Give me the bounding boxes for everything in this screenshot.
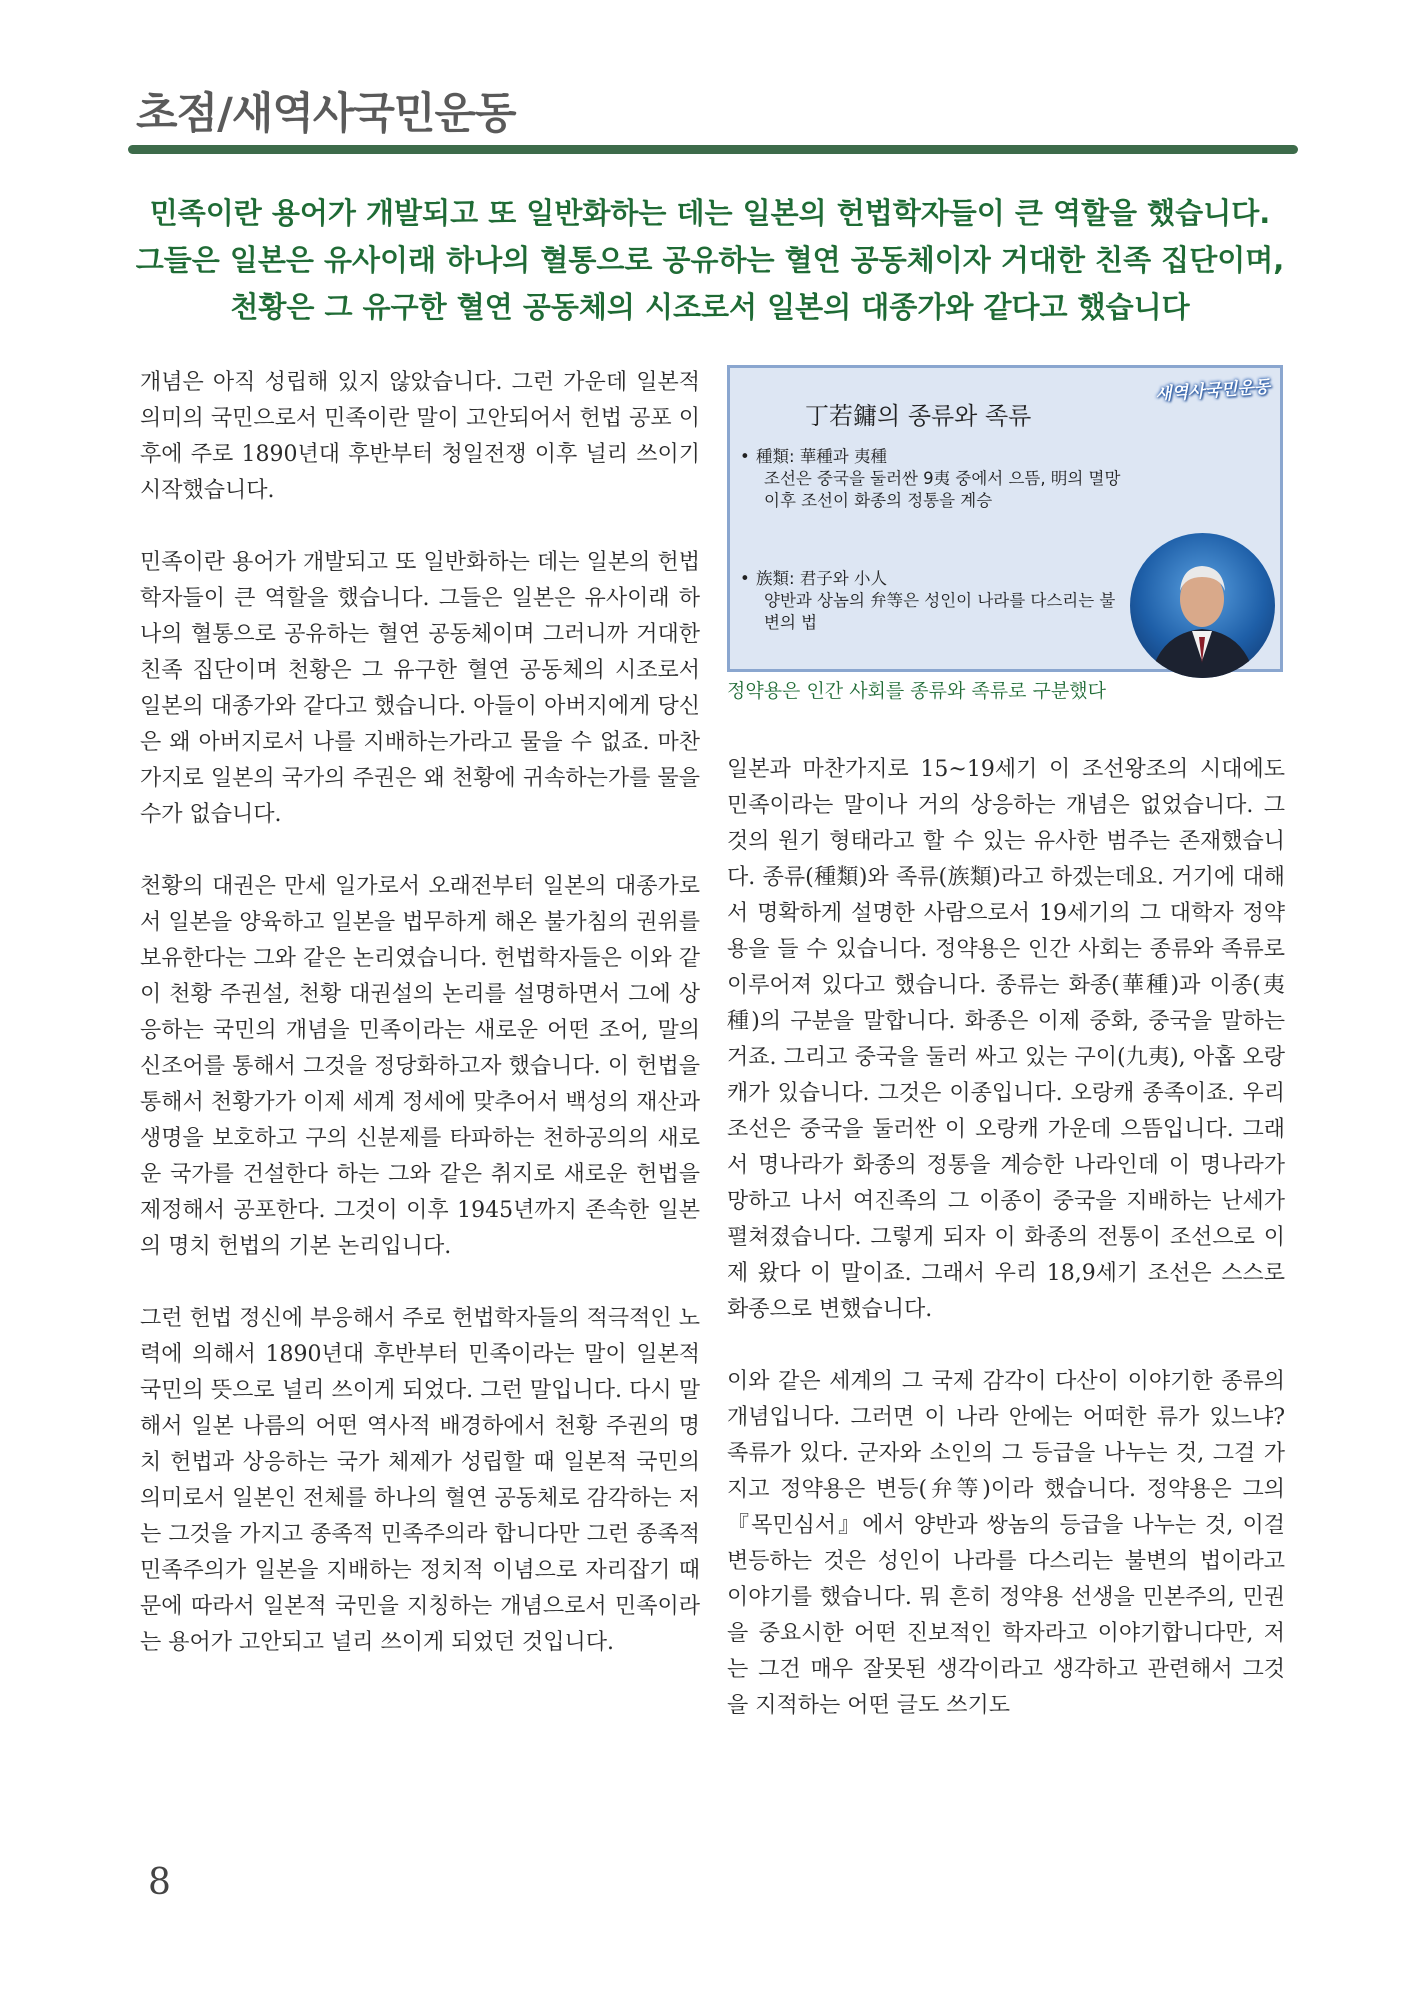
header-rule	[128, 145, 1298, 154]
headline-line: 그들은 일본은 유사이래 하나의 혈통으로 공유하는 혈연 공동체이자 거대한 친족 집단이며,	[135, 243, 1285, 277]
figure-slide	[727, 365, 1283, 672]
figure-item-body: 양반과 상놈의 弁等은 성인이 나라를 다스리는 불변의 법	[764, 591, 1116, 632]
figure-item	[740, 446, 1124, 512]
page-number: 8	[148, 1862, 171, 1903]
figure-item-head: 族類: 君子와 小人	[756, 569, 887, 588]
figure-item	[740, 568, 1124, 634]
paragraph: 그런 헌법 정신에 부응해서 주로 헌법학자들의 적극적인 노력에 의해서 1890년대 후반부터 민족이라는 말이 일본적 국민의 뜻으로 널리 쓰이게 되었다. 그런 말입니다. 다시 말해서 일본 나름의 어떤 역사적 배경하에서 천황 주권의 명치 헌법과 상응하는 국가 체제가 성립할 때 일본적 국민의 의미로서 일본인 전체를 하나의 혈연 공동체로 감각하는 저는 그것을 가지고 종족적 민족주의라 합니다만 그런 종족적 민족주의가 일본을 지배하는 정치적 이념으로 자리잡기 때문에 따라서 일본적 국민을 지칭하는 개념으로서 민족이라는 용어가 고안되고 널리 쓰이게 되었던 것입니다.	[140, 1306, 700, 1655]
headline-line: 천황은 그 유구한 혈연 공동체의 시조로서 일본의 대종가와 같다고 했습니다	[230, 290, 1190, 324]
paragraph: 개념은 아직 성립해 있지 않았습니다. 그런 가운데 일본적 의미의 국민으로서 민족이란 말이 고안되어서 헌법 공포 이후에 주로 1890년대 후반부터 청일전쟁 이후 널리 쓰이기 시작했습니다.	[140, 370, 700, 503]
figure-item-body: 조선은 중국을 둘러싼 9夷 중에서 으뜸, 明의 멸망 이후 조선이 화종의 정통을 계승	[764, 469, 1121, 510]
speaker-portrait-image	[1130, 533, 1275, 678]
headline	[120, 190, 1300, 331]
bullet-icon: •	[740, 569, 750, 588]
figure-title: 丁若鏞의 종류와 족류	[805, 402, 1032, 430]
bullet-icon: •	[740, 447, 750, 466]
paragraph: 천황의 대권은 만세 일가로서 오래전부터 일본의 대종가로서 일본을 양육하고 일본을 법무하게 해온 불가침의 권위를 보유한다는 그와 같은 논리였습니다. 헌법학자들은 이와 같이 천황 주권설, 천황 대권설의 논리를 설명하면서 그에 상응하는 국민의 개념을 민족이라는 새로운 어떤 조어, 말의 신조어를 통해서 그것을 정당화하고자 했습니다. 이 헌법을 통해서 천황가가 이제 세계 정세에 맞추어서 백성의 재산과 생명을 보호하고 구의 신분제를 타파하는 천하공의의 새로운 국가를 건설한다 하는 그와 같은 취지로 새로운 헌법을 제정해서 공포한다. 그것이 이후 1945년까지 존속한 일본의 명치 헌법의 기본 논리입니다.	[140, 874, 700, 1259]
brand-logo: 새역사국민운동	[1154, 377, 1271, 405]
section-title: 초점/새역사국민운동	[136, 89, 516, 139]
speaker-portrait	[1130, 533, 1275, 678]
paragraph: 이와 같은 세계의 그 국제 감각이 다산이 이야기한 종류의 개념입니다. 그러면 이 나라 안에는 어떠한 류가 있느냐? 족류가 있다. 군자와 소인의 그 등급을 나누는 것, 그걸 가지고 정약용은 변등(弁等)이라 했습니다. 정약용은 그의 『목민심서』에서 양반과 쌍놈의 등급을 나누는 것, 이걸 변등하는 것은 성인이 나라를 다스리는 불변의 법이라고 이야기를 했습니다. 뭐 흔히 정약용 선생을 민본주의, 민권을 중요시한 어떤 진보적인 학자라고 이야기합니다만, 저는 그건 매우 잘못된 생각이라고 생각하고 관련해서 그것을 지적하는 어떤 글도 쓰기도	[727, 1369, 1285, 1718]
left-column	[140, 365, 700, 1697]
right-column	[727, 752, 1285, 1760]
paragraph: 민족이란 용어가 개발되고 또 일반화하는 데는 일본의 헌법학자들이 큰 역할을 했습니다. 그들은 일본은 유사이래 하나의 혈통으로 공유하는 혈연 공동체이며 그러니까 거대한 친족 집단이며 천황은 그 유구한 혈연 공동체의 시조로서 일본의 대종가와 같다고 했습니다. 아들이 아버지에게 당신은 왜 아버지로서 나를 지배하는가라고 물을 수 없죠. 마찬가지로 일본의 국가의 주권은 왜 천황에 귀속하는가를 물을 수가 없습니다.	[140, 550, 700, 827]
figure-item-head: 種類: 華種과 夷種	[756, 447, 887, 466]
paragraph: 일본과 마찬가지로 15~19세기 이 조선왕조의 시대에도 민족이라는 말이나 거의 상응하는 개념은 없었습니다. 그것의 원기 형태라고 할 수 있는 유사한 범주는 존재했습니다. 종류(種類)와 족류(族類)라고 하겠는데요. 거기에 대해서 명확하게 설명한 사람으로서 19세기의 그 대학자 정약용을 들 수 있습니다. 정약용은 인간 사회는 종류와 족류로 이루어져 있다고 했습니다. 종류는 화종(華種)과 이종(夷種)의 구분을 말합니다. 화종은 이제 중화, 중국을 말하는 거죠. 그리고 중국을 둘러 싸고 있는 구이(九夷), 아홉 오랑캐가 있습니다. 그것은 이종입니다. 오랑캐 종족이죠. 우리 조선은 중국을 둘러싼 이 오랑캐 가운데 으뜸입니다. 그래서 명나라가 화종의 정통을 계승한 나라인데 이 명나라가 망하고 나서 여진족의 그 이종이 중국을 지배하는 난세가 펼쳐졌습니다. 그렇게 되자 이 화종의 전통이 조선으로 이제 왔다 이 말이죠. 그래서 우리 18,9세기 조선은 스스로 화종으로 변했습니다.	[727, 757, 1285, 1322]
headline-line: 민족이란 용어가 개발되고 또 일반화하는 데는 일본의 헌법학자들이 큰 역할을 했습니다.	[149, 196, 1271, 230]
figure-caption: 정약용은 인간 사회를 종류와 족류로 구분했다	[727, 680, 1106, 702]
